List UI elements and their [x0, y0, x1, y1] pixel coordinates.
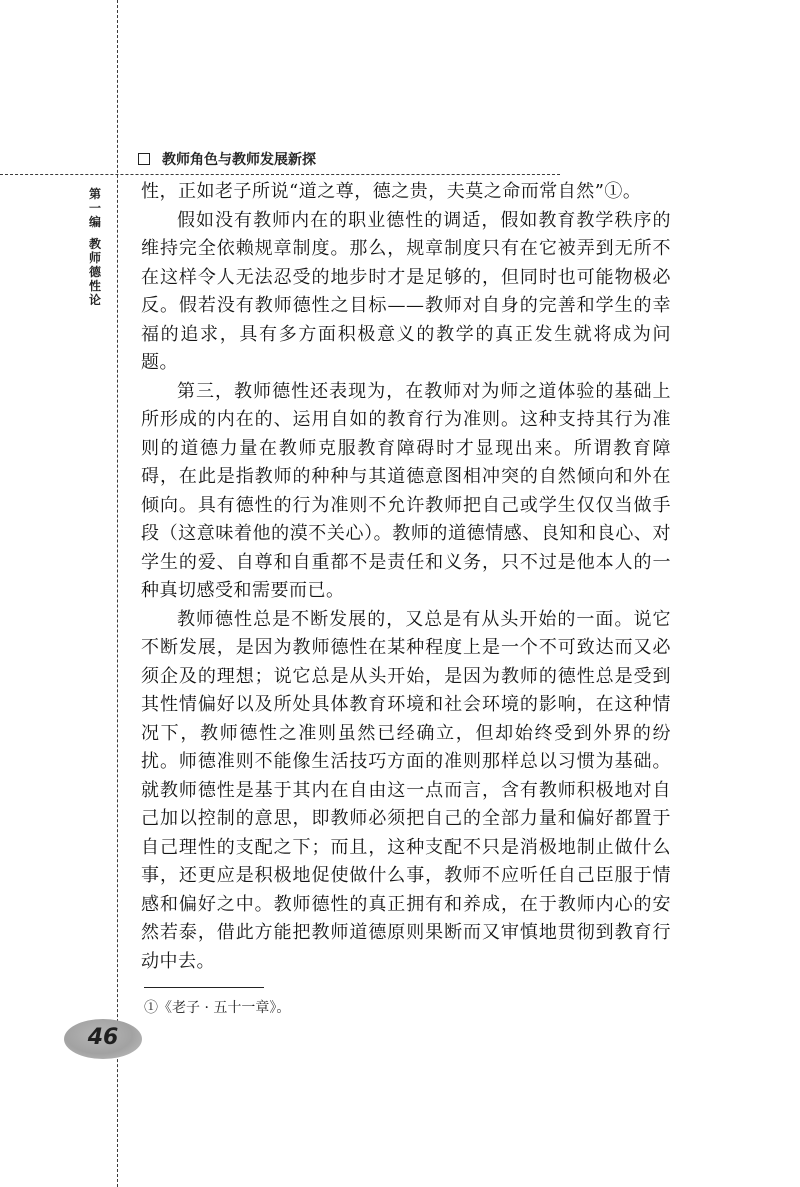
- paragraph-continued: 性，正如老子所说“道之尊，德之贵，夫莫之命而常自然”①。: [141, 181, 642, 202]
- horizontal-dashed-guide: [0, 174, 560, 175]
- footnote: ①《老子 · 五十一章》。: [144, 1000, 291, 1016]
- running-header: [138, 149, 316, 169]
- page-number: 46: [87, 1025, 119, 1050]
- paragraph: 教师德性总是不断发展的，又总是有从头开始的一面。说它不断发展，是因为教师德性在某种程度上是一个不可致达而又必须企及的理想；说它总是从头开始，是因为教师的德性总是受到其性情偏好以及所处具体教育环境和社会环境的影响，在这种情况下，教师德性之准则虽然已经确立，但却始终受到外界的纷扰。师德准则不能像生活技巧方面的准则那样总以习惯为基础。就教师德性是基于其内在自由这一点而言，含有教师积极地对自己加以控制的意思，即教师必须把自己的全部力量和偏好都置于自己理性的支配之下；而且，这种支配不只是消极地制止做什么事，还更应是积极地促使做什么事，教师不应听任自己臣服于情感和偏好之中。教师德性的真正拥有和养成，在于教师内心的安然若泰，借此方能把教师道德原则果断而又审慎地贯彻到教育行动中去。: [141, 608, 671, 972]
- vertical-dashed-guide: [117, 0, 118, 1187]
- book-title: 教师角色与教师发展新探: [162, 152, 316, 168]
- side-section-label: [86, 187, 104, 307]
- part-label: 第一编: [88, 187, 101, 229]
- body-text: [141, 178, 671, 976]
- paragraph: 第三，教师德性还表现为，在教师对为师之道体验的基础上所形成的内在的、运用自如的教育行为准则。这种支持其行为准则的道德力量在教师克服教育障碍时才显现出来。所谓教育障碍，在此是指教师的种种与其道德意图相冲突的自然倾向和外在倾向。具有德性的行为准则不允许教师把自己或学生仅仅当做手段（这意味着他的漠不关心）。教师的道德情感、良知和良心、对学生的爱、自尊和自重都不是责任和义务，只不过是他本人的一种真切感受和需要而已。: [141, 380, 671, 601]
- footnote-rule: [144, 987, 264, 988]
- paragraph: 假如没有教师内在的职业德性的调适，假如教育教学秩序的维持完全依赖规章制度。那么，规章制度只有在它被弄到无所不在这样令人无法忍受的地步时才是足够的，但同时也可能物极必反。假若没有教师德性之目标——教师对自身的完善和学生的幸福的追求，具有多方面积极意义的教学的真正发生就将成为问题。: [141, 209, 671, 373]
- square-box-icon: [138, 153, 150, 165]
- part-title: 教师德性论: [88, 237, 101, 307]
